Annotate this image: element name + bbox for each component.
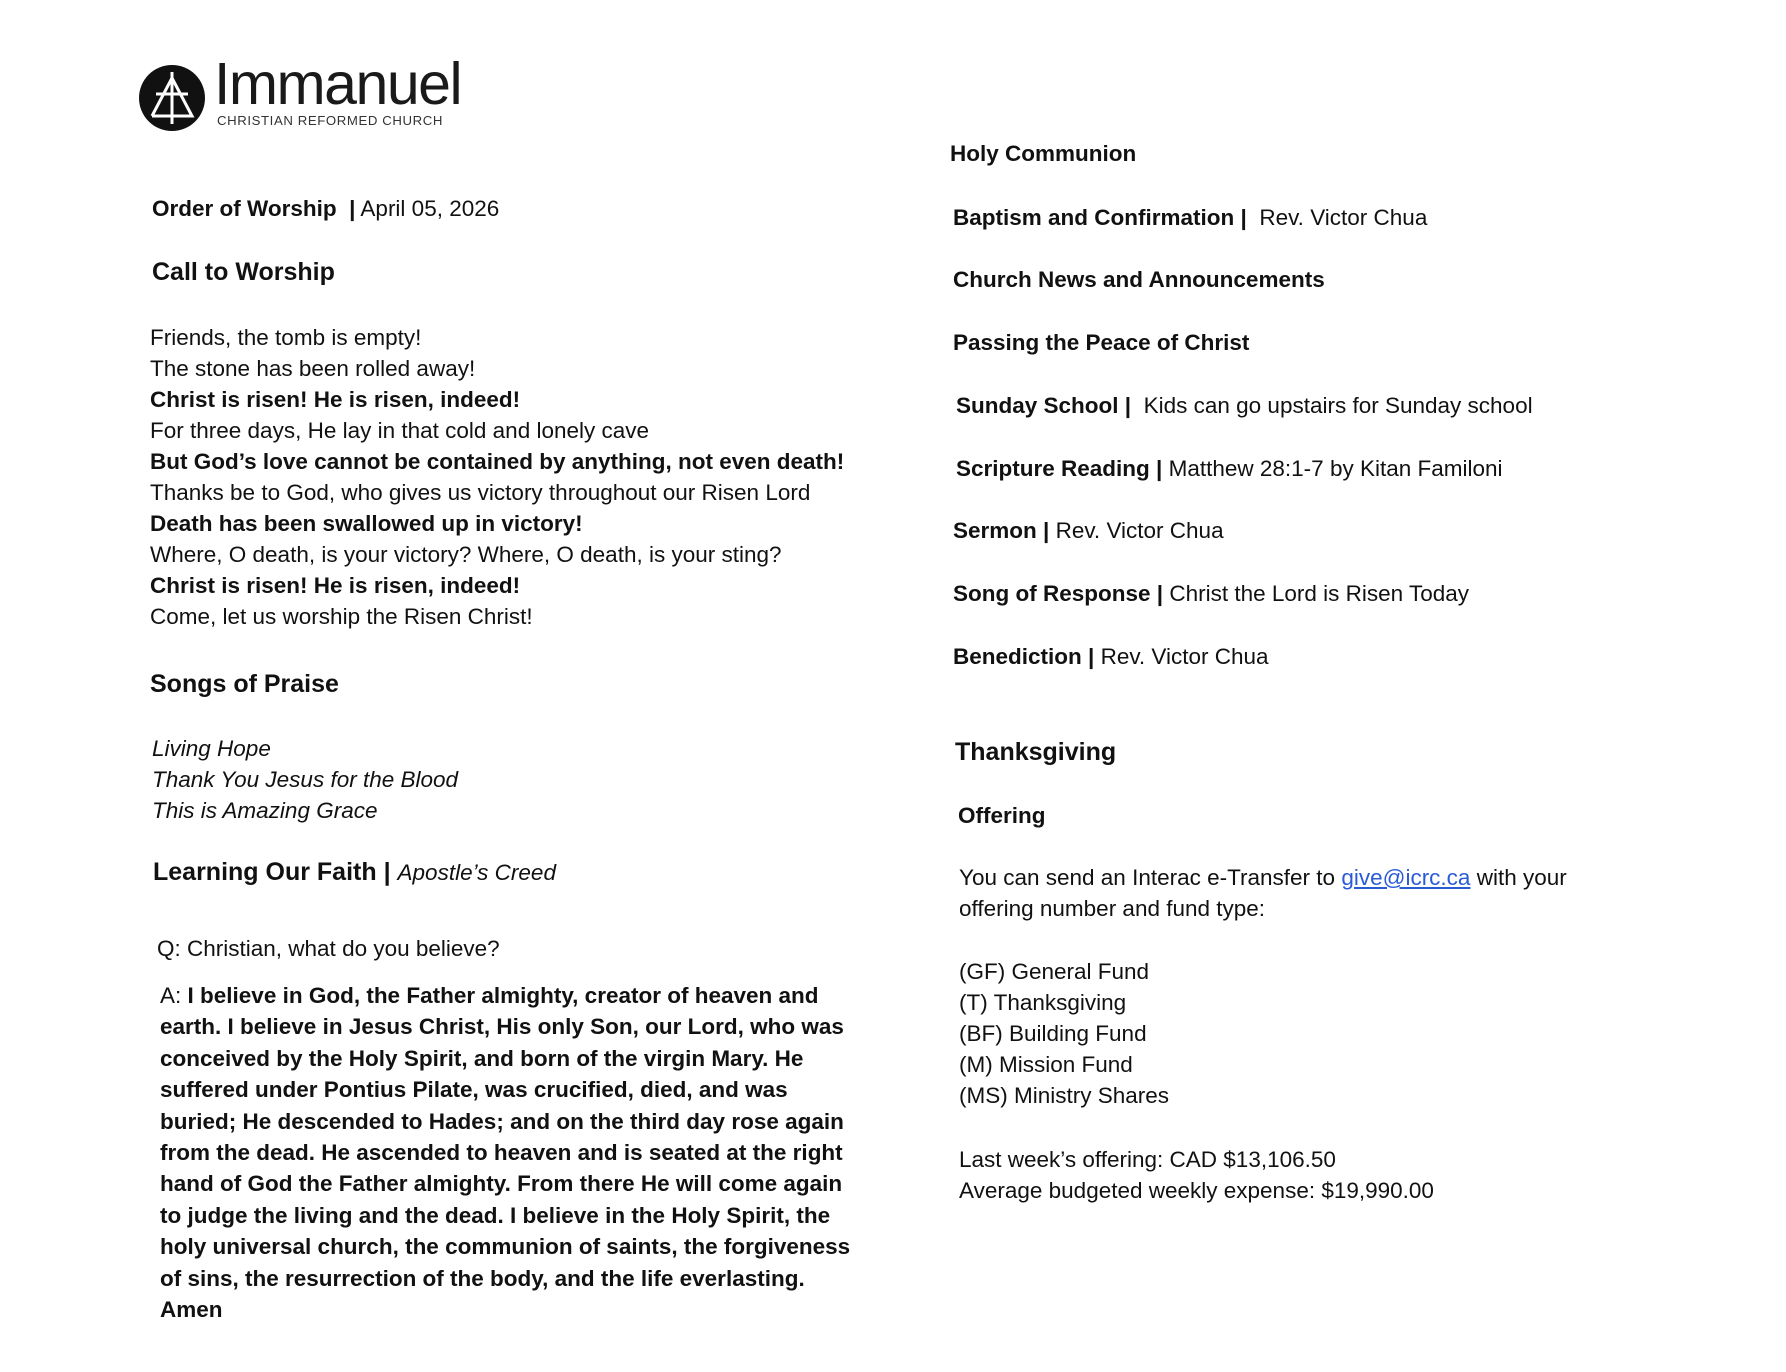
service-item-detail: Rev. Victor Chua <box>1259 205 1428 230</box>
answer-label: A: <box>160 983 182 1008</box>
offering-heading: Offering <box>958 803 1046 828</box>
service-item-detail: Rev. Victor Chua <box>1055 518 1224 543</box>
service-item <box>953 327 1249 358</box>
learning-separator: | <box>383 858 391 886</box>
service-item <box>956 453 1503 484</box>
service-item-title: Holy Communion <box>950 141 1137 166</box>
call-to-worship-line: The stone has been rolled away! <box>150 356 476 381</box>
learning-our-faith-header <box>153 858 556 887</box>
fund-item: (T) Thanksgiving <box>959 990 1127 1015</box>
answer-text: I believe in God, the Father almighty, creator of heaven and earth. I believe in Jesus Christ, His only Son, our Lord, who was conceived by the Holy Spirit, and born of the virgin Mary. He suffered under Pontius Pilate, was crucified, died, and was buried; He descended to Hades; and on the third day rose again from the dead. He ascended to heaven and is seated at the right hand of God the Father almighty. From there He will come again to judge the living and the dead. I believe in the Holy Spirit, the holy universal church, the communion of saints, the forgiveness of sins, the resurrection of the body, and the life everlasting. Amen <box>160 983 851 1323</box>
service-item-separator: | <box>1149 456 1163 481</box>
service-item-title: Baptism and Confirmation <box>953 205 1235 230</box>
learning-subtitle: Apostle’s Creed <box>397 860 556 885</box>
service-date: April 05, 2026 <box>360 196 500 221</box>
service-item-separator: | <box>1036 518 1050 543</box>
songs-list <box>152 733 458 826</box>
call-to-worship-line: Where, O death, is your victory? Where, O death, is your sting? <box>150 542 782 567</box>
fund-item: (M) Mission Fund <box>959 1052 1133 1077</box>
call-to-worship-line: Come, let us worship the Risen Christ! <box>150 604 533 629</box>
creed-answer <box>160 980 860 1325</box>
title-separator: | <box>349 196 356 221</box>
service-item-separator: | <box>1234 205 1254 230</box>
service-item-title: Song of Response <box>953 581 1151 606</box>
service-item <box>953 202 1427 233</box>
logo-wordmark: Immanuel <box>214 51 462 117</box>
service-item-detail: Matthew 28:1-7 by Kitan Familoni <box>1168 456 1503 481</box>
logo-subtitle: CHRISTIAN REFORMED CHURCH <box>217 113 443 128</box>
learning-heading: Learning Our Faith <box>153 858 377 886</box>
call-to-worship-line: Christ is risen! He is risen, indeed! <box>150 387 521 412</box>
service-item <box>953 264 1325 295</box>
service-item-title: Sunday School <box>956 393 1119 418</box>
service-item-separator: | <box>1150 581 1164 606</box>
call-to-worship-line: For three days, He lay in that cold and lonely cave <box>150 418 650 443</box>
church-logo <box>138 51 478 134</box>
call-to-worship-line: Death has been swallowed up in victory! <box>150 511 583 536</box>
service-item <box>950 138 1136 169</box>
service-item-title: Church News and Announcements <box>953 267 1325 292</box>
thanksgiving-heading: Thanksgiving <box>955 738 1117 766</box>
service-item-separator: | <box>1081 644 1095 669</box>
call-to-worship-line: But God’s love cannot be contained by anything, not even death! <box>150 449 845 474</box>
call-to-worship-line: Thanks be to God, who gives us victory throughout our Risen Lord <box>150 480 811 505</box>
service-item <box>953 515 1224 546</box>
service-item <box>953 578 1469 609</box>
service-item-detail: Rev. Victor Chua <box>1100 644 1269 669</box>
service-item-detail: Kids can go upstairs for Sunday school <box>1143 393 1533 418</box>
instruction-before: You can send an Interac e-Transfer to <box>959 865 1336 890</box>
song-title: Living Hope <box>152 736 271 761</box>
song-title: This is Amazing Grace <box>152 798 378 823</box>
give-email-link[interactable]: give@icrc.ca <box>1341 865 1471 890</box>
call-to-worship-heading: Call to Worship <box>152 258 335 286</box>
service-item <box>953 641 1269 672</box>
call-to-worship-line: Christ is risen! He is risen, indeed! <box>150 573 521 598</box>
service-item <box>956 390 1533 421</box>
song-title: Thank You Jesus for the Blood <box>152 767 459 792</box>
creed-question: Q: Christian, what do you believe? <box>157 936 500 961</box>
service-item-title: Benediction <box>953 644 1082 669</box>
order-of-worship-header <box>152 193 499 224</box>
fund-item: (GF) General Fund <box>959 959 1150 984</box>
cross-triangle-emblem-icon <box>138 64 206 132</box>
last-week-offering: Last week’s offering: CAD $13,106.50 <box>959 1147 1336 1172</box>
call-to-worship-text <box>150 322 844 632</box>
instruction-after: with your offering number and fund type: <box>959 865 1567 921</box>
offering-instruction <box>959 862 1599 924</box>
service-item-title: Sermon <box>953 518 1037 543</box>
fund-item: (MS) Ministry Shares <box>959 1083 1170 1108</box>
service-item-detail: Christ the Lord is Risen Today <box>1169 581 1470 606</box>
funds-list <box>959 956 1169 1111</box>
offering-summary <box>959 1144 1434 1206</box>
service-item-title: Passing the Peace of Christ <box>953 330 1250 355</box>
songs-of-praise-heading: Songs of Praise <box>150 670 339 698</box>
service-item-title: Scripture Reading <box>956 456 1150 481</box>
fund-item: (BF) Building Fund <box>959 1021 1147 1046</box>
average-weekly-expense: Average budgeted weekly expense: $19,990.00 <box>959 1178 1434 1203</box>
call-to-worship-line: Friends, the tomb is empty! <box>150 325 422 350</box>
service-item-separator: | <box>1118 393 1138 418</box>
page-title: Order of Worship <box>152 196 337 221</box>
